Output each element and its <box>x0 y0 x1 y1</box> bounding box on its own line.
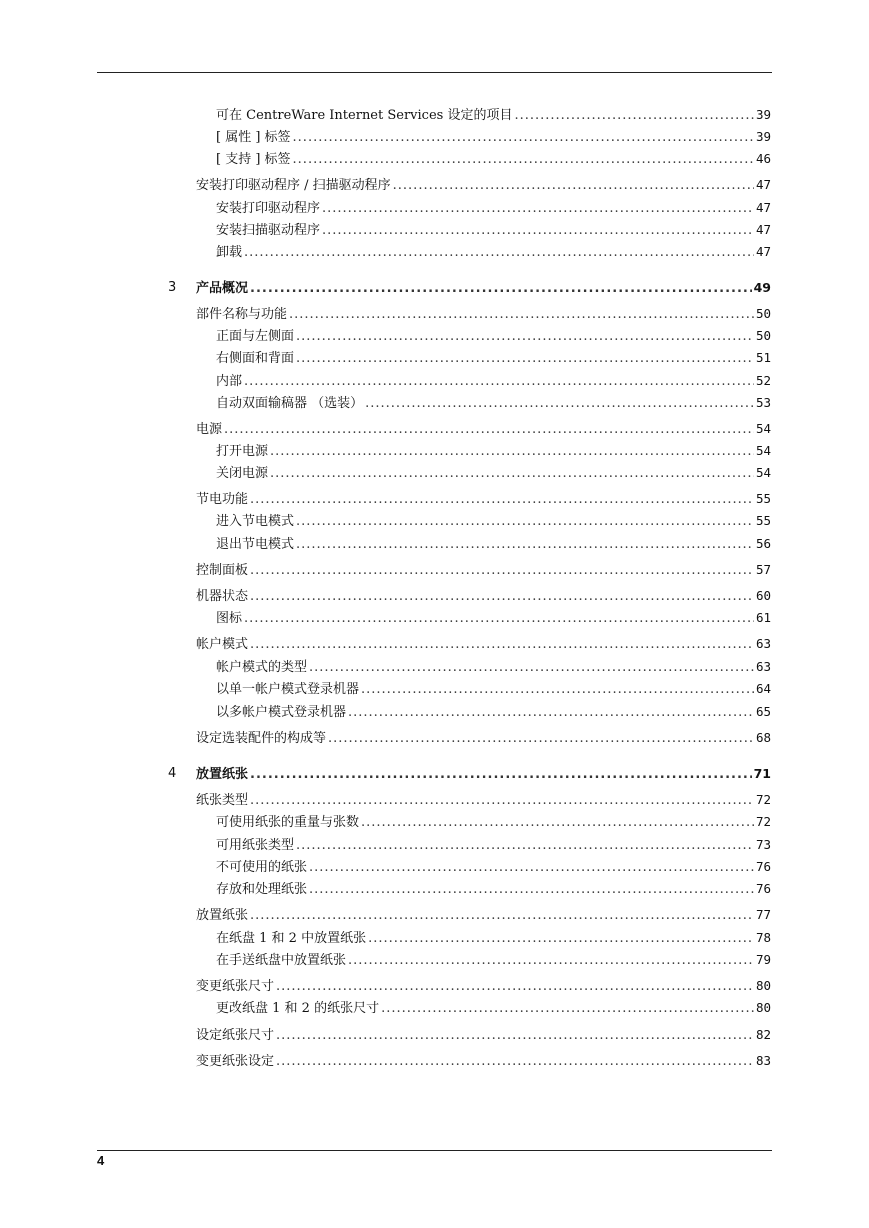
toc-entry-page: 82 <box>755 1027 771 1042</box>
toc-entry-title: 机器状态 <box>196 589 249 604</box>
toc-entry[interactable] <box>196 420 771 438</box>
toc-entry-page: 53 <box>755 395 771 410</box>
toc-entry-title: 安装打印驱动程序 <box>216 201 321 216</box>
toc-entry[interactable] <box>216 106 771 124</box>
toc-entry-page: 73 <box>755 837 771 852</box>
toc-entry[interactable] <box>216 658 771 676</box>
toc-entry[interactable] <box>216 880 771 898</box>
toc-entry[interactable] <box>196 561 771 579</box>
toc-entry-title: 帐户模式 <box>196 637 249 652</box>
toc-entry-title: 不可使用的纸张 <box>216 860 308 875</box>
leader-dots <box>309 659 754 677</box>
toc-entry-title: 纸张类型 <box>196 793 249 808</box>
leader-dots <box>514 107 753 125</box>
leader-dots <box>348 952 754 970</box>
toc-entry-page: 47 <box>755 222 771 237</box>
toc-entry[interactable] <box>196 729 771 747</box>
toc-entry-page: 47 <box>755 244 771 259</box>
toc-entry-title: 帐户模式的类型 <box>216 660 308 675</box>
toc-entry-page: 63 <box>755 659 771 674</box>
toc-entry-page: 47 <box>755 200 771 215</box>
toc-entry-page: 39 <box>755 129 771 144</box>
toc-entry-page: 60 <box>755 588 771 603</box>
toc-entry-title: 电源 <box>196 422 223 437</box>
leader-dots <box>381 1000 754 1018</box>
chapter-entry[interactable] <box>196 765 771 783</box>
toc-entry-title: 控制面板 <box>196 563 249 578</box>
toc-entry[interactable] <box>216 150 771 168</box>
toc-entry-page: 83 <box>755 1053 771 1068</box>
footer-rule <box>97 1150 772 1151</box>
toc-entry-page: 54 <box>755 443 771 458</box>
chapter-number: 3 <box>168 280 177 295</box>
toc-entry-title: 产品概况 <box>196 281 249 296</box>
toc-entry[interactable] <box>196 906 771 924</box>
toc-entry-title: 打开电源 <box>216 444 269 459</box>
toc-entry-title: [ 支持 ] 标签 <box>216 152 291 167</box>
toc-entry-page: 57 <box>755 562 771 577</box>
chapter-entry[interactable] <box>196 279 771 297</box>
leader-dots <box>276 978 754 996</box>
toc-entry-title: 卸载 <box>216 245 243 260</box>
leader-dots <box>250 792 754 810</box>
leader-dots <box>270 465 754 483</box>
leader-dots <box>309 859 754 877</box>
toc-entry[interactable] <box>216 349 771 367</box>
toc-entry-page: 54 <box>755 421 771 436</box>
leader-dots <box>296 837 754 855</box>
toc-entry-title: 安装打印驱动程序 / 扫描驱动程序 <box>196 178 391 193</box>
toc-entry-page: 63 <box>755 636 771 651</box>
leader-dots <box>244 610 754 628</box>
toc-entry-title: 以单一帐户模式登录机器 <box>216 682 360 697</box>
toc-entry[interactable] <box>196 587 771 605</box>
toc-entry-page: 55 <box>755 491 771 506</box>
leader-dots <box>293 129 754 147</box>
toc-entry[interactable] <box>216 999 771 1017</box>
toc-entry-title: 变更纸张设定 <box>196 1054 275 1069</box>
toc-entry-page: 54 <box>755 465 771 480</box>
toc-entry-title: 以多帐户模式登录机器 <box>216 705 347 720</box>
leader-dots <box>296 350 754 368</box>
toc-entry-title: 存放和处理纸张 <box>216 882 308 897</box>
toc-entry-title: 可用纸张类型 <box>216 838 295 853</box>
toc-entry[interactable] <box>196 176 771 194</box>
toc-entry-page: 72 <box>755 792 771 807</box>
leader-dots <box>250 588 754 606</box>
leader-dots <box>328 730 754 748</box>
leader-dots <box>296 328 754 346</box>
toc-entry-page: 50 <box>755 328 771 343</box>
toc-entry[interactable] <box>216 680 771 698</box>
toc-entry[interactable] <box>216 512 771 530</box>
toc-entry-page: 68 <box>755 730 771 745</box>
leader-dots <box>293 151 754 169</box>
toc-entry-page: 71 <box>753 766 771 781</box>
toc-entry[interactable] <box>216 464 771 482</box>
leader-dots <box>244 373 754 391</box>
toc-entry[interactable] <box>216 128 771 146</box>
toc-entry-title: 图标 <box>216 611 243 626</box>
toc-entry-page: 65 <box>755 704 771 719</box>
toc-entry-title: 关闭电源 <box>216 466 269 481</box>
toc-entry[interactable] <box>196 635 771 653</box>
leader-dots <box>224 421 754 439</box>
leader-dots <box>276 1027 754 1045</box>
toc-entry[interactable] <box>216 836 771 854</box>
toc-entry[interactable] <box>216 609 771 627</box>
toc-entry[interactable] <box>216 199 771 217</box>
toc-entry-title: 可使用纸张的重量与张数 <box>216 815 360 830</box>
toc-entry-title: 正面与左侧面 <box>216 329 295 344</box>
leader-dots <box>250 491 754 509</box>
toc-entry-title: 在手送纸盘中放置纸张 <box>216 953 347 968</box>
toc-entry-page: 39 <box>755 107 771 122</box>
toc-entry-page: 51 <box>755 350 771 365</box>
toc-entry[interactable] <box>216 703 771 721</box>
toc-entry-title: 部件名称与功能 <box>196 307 288 322</box>
toc-entry[interactable] <box>216 951 771 969</box>
leader-dots <box>322 222 754 240</box>
toc-entry-title: 退出节电模式 <box>216 537 295 552</box>
toc-entry[interactable] <box>216 858 771 876</box>
page-number: 4 <box>97 1153 105 1168</box>
toc-entry-page: 80 <box>755 1000 771 1015</box>
toc-entry[interactable] <box>216 442 771 460</box>
toc-entry[interactable] <box>196 1052 771 1070</box>
toc-entry-title: 自动双面输稿器 （选装） <box>216 396 364 411</box>
toc-entry-title: 设定选装配件的构成等 <box>196 731 327 746</box>
toc-entry-title: 安装扫描驱动程序 <box>216 223 321 238</box>
toc-entry-page: 47 <box>755 177 771 192</box>
toc-entry-title: 可在 CentreWare Internet Services 设定的项目 <box>216 108 513 123</box>
toc-entry[interactable] <box>196 791 771 809</box>
leader-dots <box>250 766 752 784</box>
leader-dots <box>250 280 752 298</box>
leader-dots <box>361 681 754 699</box>
toc-entry[interactable] <box>196 977 771 995</box>
leader-dots <box>365 395 754 413</box>
leader-dots <box>250 907 754 925</box>
toc-entry[interactable] <box>216 535 771 553</box>
toc-entry-title: 右侧面和背面 <box>216 351 295 366</box>
toc-entry-title: 节电功能 <box>196 492 249 507</box>
toc-entry-title: 在纸盘 1 和 2 中放置纸张 <box>216 931 367 946</box>
leader-dots <box>250 636 754 654</box>
toc-entry[interactable] <box>216 372 771 390</box>
leader-dots <box>393 177 754 195</box>
toc-entry-page: 79 <box>755 952 771 967</box>
toc-entry-title: 更改纸盘 1 和 2 的纸张尺寸 <box>216 1001 380 1016</box>
toc-entry-page: 49 <box>753 280 771 295</box>
toc-entry-page: 72 <box>755 814 771 829</box>
toc-entry-page: 52 <box>755 373 771 388</box>
toc-entry-page: 77 <box>755 907 771 922</box>
toc-entry-title: 内部 <box>216 374 243 389</box>
toc-entry-page: 50 <box>755 306 771 321</box>
toc-entry-title: 进入节电模式 <box>216 514 295 529</box>
leader-dots <box>244 244 754 262</box>
toc-entry-page: 46 <box>755 151 771 166</box>
leader-dots <box>309 881 754 899</box>
toc-entry-page: 61 <box>755 610 771 625</box>
toc-entry[interactable] <box>216 813 771 831</box>
toc-entry[interactable] <box>216 394 771 412</box>
toc-entry-page: 76 <box>755 881 771 896</box>
toc-entry-page: 76 <box>755 859 771 874</box>
leader-dots <box>250 562 754 580</box>
leader-dots <box>270 443 754 461</box>
toc-entry-page: 55 <box>755 513 771 528</box>
leader-dots <box>296 513 754 531</box>
toc-entry-page: 78 <box>755 930 771 945</box>
toc-entry[interactable] <box>196 1026 771 1044</box>
toc-entry[interactable] <box>216 327 771 345</box>
toc-entry-page: 80 <box>755 978 771 993</box>
toc-entry-title: [ 属性 ] 标签 <box>216 130 291 145</box>
toc-entry-page: 56 <box>755 536 771 551</box>
toc-entry-title: 设定纸张尺寸 <box>196 1028 275 1043</box>
toc-entry[interactable] <box>196 490 771 508</box>
leader-dots <box>289 306 754 324</box>
toc-entry-title: 变更纸张尺寸 <box>196 979 275 994</box>
toc-entry[interactable] <box>196 305 771 323</box>
leader-dots <box>361 814 754 832</box>
toc-entry[interactable] <box>216 929 771 947</box>
toc-entry[interactable] <box>216 221 771 239</box>
leader-dots <box>348 704 754 722</box>
toc-entry[interactable] <box>216 243 771 261</box>
leader-dots <box>276 1053 754 1071</box>
toc-entry-title: 放置纸张 <box>196 908 249 923</box>
leader-dots <box>296 536 754 554</box>
chapter-number: 4 <box>168 766 177 781</box>
header-rule <box>97 72 772 73</box>
toc-entry-page: 64 <box>755 681 771 696</box>
toc-entry-title: 放置纸张 <box>196 767 249 782</box>
leader-dots <box>368 930 754 948</box>
leader-dots <box>322 200 754 218</box>
